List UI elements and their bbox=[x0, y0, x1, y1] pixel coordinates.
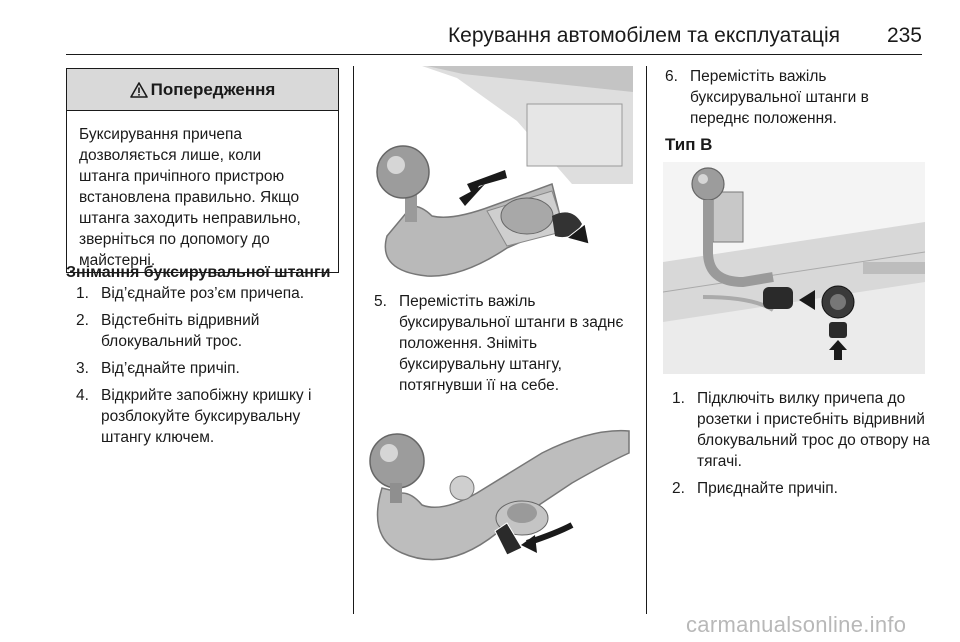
warning-line: штанга причіпного пристрою bbox=[79, 168, 285, 185]
warning-box bbox=[66, 68, 339, 273]
step-text: переднє положення. bbox=[690, 110, 837, 127]
step-text: буксирувальну штангу, bbox=[399, 356, 562, 373]
warning-line: Буксирування причепа bbox=[79, 126, 243, 143]
middle-step-section bbox=[374, 291, 644, 396]
figure-type-b-socket bbox=[663, 162, 925, 374]
step-text: положення. Зніміть bbox=[399, 335, 538, 352]
warning-line: зверніться по допомогу до bbox=[79, 231, 270, 248]
warning-line: майстерні. bbox=[79, 252, 156, 269]
step-text: блокувальний трос. bbox=[101, 333, 243, 350]
step-text: Перемістіть важіль bbox=[399, 293, 536, 310]
removal-section bbox=[66, 262, 346, 448]
page-header bbox=[0, 18, 922, 48]
page-title: Керування автомобілем та експлуатація bbox=[447, 24, 840, 47]
step-text: Від’єднайте роз’єм причепа. bbox=[101, 285, 305, 302]
step-text: Підключіть вилку причепа до bbox=[697, 390, 906, 407]
middle-step-5 bbox=[374, 291, 644, 396]
step-number: 5. bbox=[374, 293, 387, 310]
step-number: 2. bbox=[76, 312, 89, 329]
step-text: Від’єднайте причіп. bbox=[101, 360, 240, 377]
warning-line: штанга заходить неправильно, bbox=[79, 210, 301, 227]
step-number: 1. bbox=[76, 285, 89, 302]
warning-header bbox=[67, 69, 338, 111]
figure-towbar-lever-back bbox=[367, 66, 633, 285]
warning-title: Попередження bbox=[150, 79, 276, 99]
step-text: потягнувши її на себе. bbox=[399, 377, 559, 394]
step-number: 2. bbox=[672, 480, 685, 497]
removal-step-2 bbox=[76, 310, 346, 352]
step-number: 1. bbox=[672, 390, 685, 407]
warning-text bbox=[67, 111, 338, 271]
type-b-steps bbox=[665, 388, 945, 499]
warning-line: дозволяється лише, коли bbox=[79, 147, 262, 164]
right-step-6 bbox=[665, 66, 930, 129]
watermark: carmanualsonline.info bbox=[686, 612, 907, 637]
page-number: 235 bbox=[886, 24, 922, 47]
removal-step-3 bbox=[76, 358, 346, 379]
type-b-step-2 bbox=[672, 478, 945, 499]
towbar-illustration bbox=[367, 66, 633, 285]
step-text: блокувальний трос до отвору на bbox=[697, 432, 930, 449]
step-number: 6. bbox=[665, 68, 678, 85]
removal-heading: Знімання буксирувальної штанги bbox=[66, 264, 331, 281]
towbar-removed-illustration bbox=[367, 413, 633, 580]
step-text: Відкрийте запобіжну кришку і bbox=[101, 387, 312, 404]
type-b-step-1 bbox=[672, 388, 945, 472]
step-text: розетки і пристебніть відривний bbox=[697, 411, 925, 428]
step-text: буксирувальної штанги в заднє bbox=[399, 314, 624, 331]
header-rule bbox=[66, 54, 922, 55]
step-text: розблокуйте буксирувальну bbox=[101, 408, 301, 425]
step-text: тягачі. bbox=[697, 453, 742, 470]
warning-line: встановлена правильно. Якщо bbox=[79, 189, 300, 206]
step-number: 4. bbox=[76, 387, 89, 404]
figure-towbar-removed bbox=[367, 413, 633, 580]
column-divider-left bbox=[353, 66, 354, 614]
removal-step-4 bbox=[76, 385, 346, 448]
type-b-illustration bbox=[663, 162, 925, 374]
section-heading-type-b: Тип B bbox=[665, 135, 713, 154]
right-step-section bbox=[665, 66, 930, 129]
step-number: 3. bbox=[76, 360, 89, 377]
step-text: Відстебніть відривний bbox=[101, 312, 260, 329]
step-text: штангу ключем. bbox=[101, 429, 215, 446]
removal-step-1 bbox=[76, 283, 346, 304]
step-text: буксирувальної штанги в bbox=[690, 89, 869, 106]
column-divider-right bbox=[646, 66, 647, 614]
step-text: Приєднайте причіп. bbox=[697, 480, 838, 497]
warning-triangle-icon bbox=[130, 82, 148, 98]
step-text: Перемістіть важіль bbox=[690, 68, 827, 85]
